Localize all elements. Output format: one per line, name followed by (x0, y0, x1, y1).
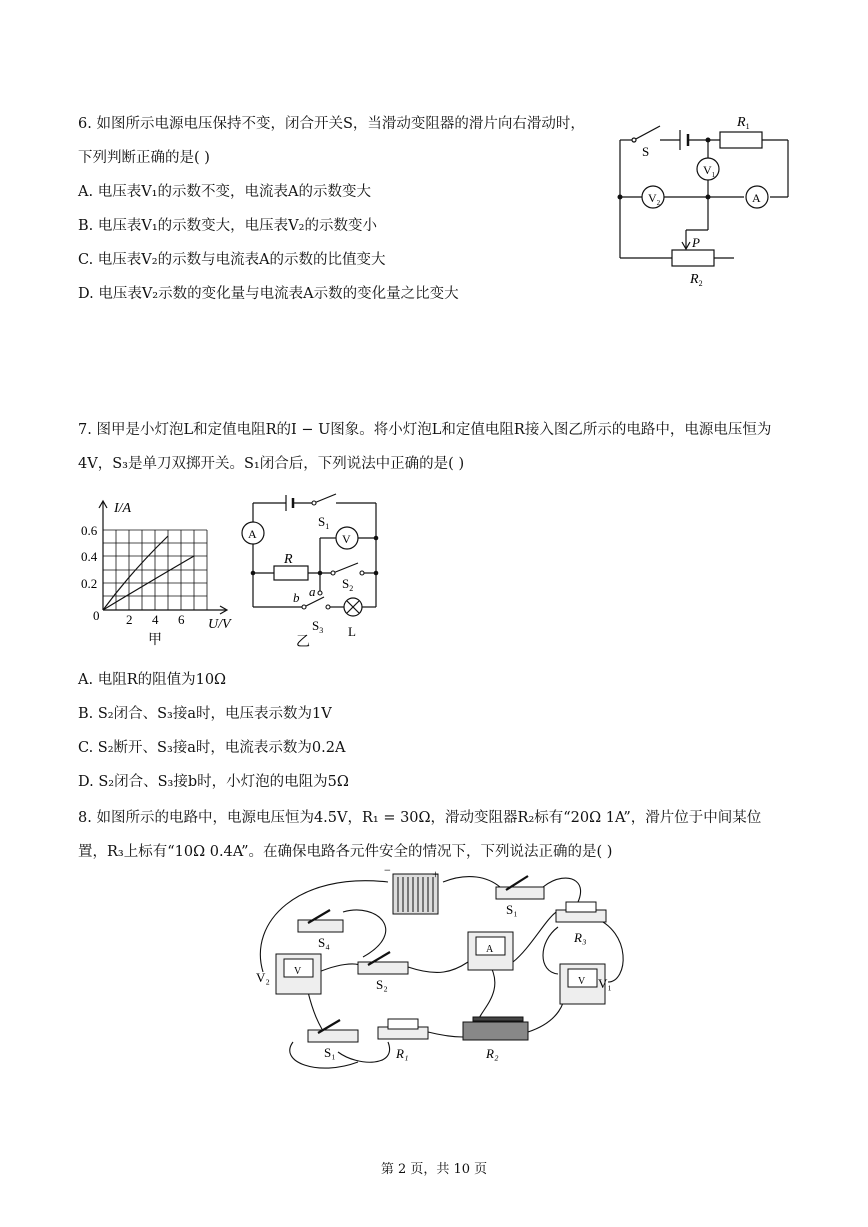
q7-circuit-caption: 乙 (296, 635, 310, 650)
q7-iu-graph (76, 492, 246, 654)
q7-resistor-label: R (284, 552, 293, 567)
q8-circuit-illustration (238, 862, 638, 1082)
q7-contact-b: b (293, 590, 300, 605)
q7-option-c: C. S₂断开、S₃接a时，电流表示数为0.2A (78, 740, 346, 756)
q7-graph-ytick: 0.2 (81, 576, 98, 591)
q7-ammeter-label: A (248, 527, 257, 541)
q6-stem-line1: 6. 如图所示电源电压保持不变，闭合开关S，当滑动变阻器的滑片向右滑动时， (78, 116, 585, 132)
q7-graph-ytick: 0.4 (81, 549, 98, 564)
q8-s2-label: S₂ (376, 977, 388, 992)
q7-s2-label: $S_2$ (342, 576, 354, 593)
q6-switch-label: S (642, 144, 650, 159)
q7-contact-a: a (309, 584, 316, 599)
q6-circuit-diagram (610, 108, 800, 293)
q6-r2-label: $R_2$ (690, 272, 703, 288)
q7-graph-xtick: 6 (178, 612, 185, 627)
q7-voltmeter-label: V (342, 532, 351, 546)
q7-graph-xtick: 2 (126, 612, 133, 627)
q7-graph-xlabel: U/V (208, 617, 231, 632)
q6-option-d: D. 电压表V₂示数的变化量与电流表A示数的变化量之比变大 (78, 286, 459, 302)
q6-option-c: C. 电压表V₂的示数与电流表A的示数的比值变大 (78, 252, 386, 268)
q7-circuit-diagram (238, 488, 388, 653)
q7-graph-xtick: 4 (152, 612, 159, 627)
q8-voltmeter2-face: V (294, 966, 302, 977)
q8-voltmeter1-face: V (578, 976, 586, 987)
q8-ammeter-label: A (486, 944, 494, 955)
page-footer: 第 2 页，共 10 页 (380, 1162, 488, 1177)
q8-s4-label: S₄ (318, 935, 330, 950)
q6-option-a: A. 电压表V₁的示数不变，电流表A的示数变大 (78, 184, 371, 200)
q6-slider-label: P (692, 235, 700, 250)
q8-v2-label: V₂ (256, 970, 270, 985)
q7-s1-label: $S_1$ (318, 514, 330, 531)
q7-graph-ylabel: I/A (114, 501, 132, 516)
q7-s3-label: $S_3$ (312, 618, 324, 635)
q8-battery-minus: − (384, 863, 391, 877)
q8-v1-label: V₁ (598, 976, 612, 991)
q8-stem-line2: 置，R₃上标有“10Ω 0.4A”。在确保电路各元件安全的情况下，下列说法正确的是( ) (78, 844, 613, 860)
q6-v1-label: $V_1$ (703, 163, 716, 179)
q8-r2-label: R₂ (486, 1046, 499, 1061)
q7-graph-origin: 0 (93, 608, 100, 623)
q6-r1-label: $R_1$ (737, 115, 750, 131)
q8-stem-line1: 8. 如图所示的电路中，电源电压恒为4.5V，R₁ = 30Ω，滑动变阻器R₂标有“20Ω 1A”，滑片位于中间某位 (78, 810, 762, 826)
q8-s1-top-label: S₁ (506, 902, 518, 917)
q6-option-b: B. 电压表V₁的示数变大，电压表V₂的示数变小 (78, 218, 377, 234)
q7-graph-ytick: 0.6 (81, 523, 98, 538)
q6-v2-label: $V_2$ (648, 191, 661, 207)
q8-battery-plus: + (432, 867, 439, 881)
q7-graph-caption: 甲 (148, 633, 162, 648)
q7-stem-line1: 7. 图甲是小灯泡L和定值电阻R的I − U图象。将小灯泡L和定值电阻R接入图乙所示的电路中，电源电压恒为 (78, 422, 772, 438)
q7-option-b: B. S₂闭合、S₃接a时，电压表示数为1V (78, 706, 332, 722)
q8-r3-label: R₃ (574, 930, 587, 945)
q7-lamp-label: L (348, 624, 356, 639)
q7-option-a: A. 电阻R的阻值为10Ω (78, 672, 227, 688)
q7-option-d: D. S₂闭合、S₃接b时，小灯泡的电阻为5Ω (78, 774, 349, 790)
q8-s1-bottom-label: S₁ (324, 1045, 336, 1060)
q6-ammeter-label: A (752, 191, 761, 205)
q8-r1-label: R₁ (396, 1046, 409, 1061)
q6-stem-line2: 下列判断正确的是( ) (78, 150, 210, 166)
q7-stem-line2: 4V，S₃是单刀双掷开关。S₁闭合后，下列说法中正确的是( ) (78, 456, 465, 472)
